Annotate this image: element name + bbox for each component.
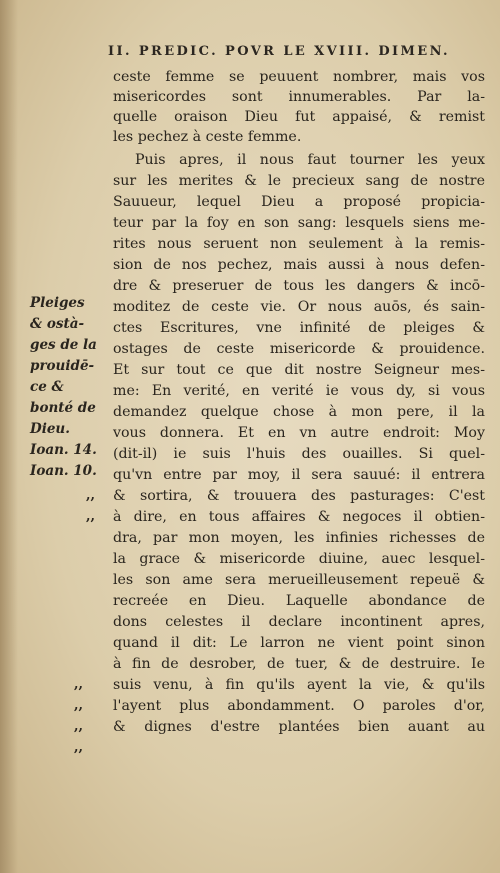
margin-note: ges de la — [30, 337, 97, 353]
margin-note: Pleiges — [30, 295, 85, 311]
text-line: teur par la foy en son sang: lesquels siens me- — [113, 215, 485, 231]
text-line: demandez quelque chose à mon pere, il la — [113, 404, 485, 420]
text-line: ostages de ceste misericorde & prouidence. — [113, 341, 485, 357]
text-line: me: En verité, en verité ie vous dy, si vous — [113, 383, 485, 399]
margin-note: & ostà- — [30, 316, 85, 332]
margin-note: ce & — [30, 379, 64, 395]
text-line: les pechez à ceste femme. — [113, 129, 302, 145]
text-line: qu'vn entre par moy, il sera sauué: il entrera — [113, 467, 485, 483]
quote-mark: ,, — [74, 698, 84, 713]
text-line: quelle oraison Dieu fut appaisé, & remist — [113, 109, 485, 125]
text-line: suis venu, à fin qu'ils ayent la vie, & qu'ils — [113, 677, 485, 693]
text-line: Puis apres, il nous faut tourner les yeux — [135, 152, 485, 168]
margin-note: Dieu. — [30, 421, 70, 437]
text-line: recreée en Dieu. Laquelle abondance de — [113, 593, 485, 609]
quote-mark: ,, — [74, 677, 84, 692]
text-line: sion de nos pechez, mais aussi à nous defen- — [113, 257, 485, 273]
text-line: moditez de ceste vie. Or nous auōs, és sain- — [113, 299, 485, 315]
text-line: ctes Escritures, vne infinité de pleiges & — [113, 320, 485, 336]
quote-mark: ,, — [86, 488, 96, 503]
text-line: dra, par mon moyen, les infinies richesses de — [113, 530, 485, 546]
text-line: & dignes d'estre plantées bien auant au — [113, 719, 485, 735]
quote-mark: ,, — [74, 740, 84, 755]
text-line: quand il dit: Le larron ne vient point sinon — [113, 635, 485, 651]
margin-note: Ioan. 14. — [30, 442, 97, 458]
text-line: rites nous seruent non seulement à la remis- — [113, 236, 485, 252]
text-line: Et sur tout ce que dit nostre Seigneur mes- — [113, 362, 485, 378]
text-line: Sauueur, lequel Dieu a proposé propicia- — [113, 194, 485, 210]
text-line: dons celestes il declare incontinent apres, — [113, 614, 485, 630]
quote-mark: ,, — [74, 719, 84, 734]
text-line: misericordes sont innumerables. Par la- — [113, 89, 485, 105]
quote-mark: ,, — [86, 509, 96, 524]
text-line: les son ame sera merueilleusement repeuë & — [113, 572, 485, 588]
text-line: sur les merites & le precieux sang de nostre — [113, 173, 485, 189]
text-line: à dire, en tous affaires & negoces il obtien- — [113, 509, 485, 525]
text-line: vous donnera. Et en vn autre endroit: Moy — [113, 425, 485, 441]
running-head: II. PREDIC. POVR LE XVIII. DIMEN. — [108, 44, 450, 59]
text-line: à fin de desrober, de tuer, & de destruire. Ie — [113, 656, 485, 672]
text-line: dre & preseruer de tous les dangers & incō- — [113, 278, 485, 294]
text-line: ceste femme se peuuent nombrer, mais vos — [113, 69, 485, 85]
text-line: (dit-il) ie suis l'huis des ouailles. Si quel- — [113, 446, 485, 462]
text-line: l'ayent plus abondamment. O paroles d'or, — [113, 698, 485, 714]
margin-note: Ioan. 10. — [30, 463, 97, 479]
text-line: & sortira, & trouuera des pasturages: C'est — [113, 488, 485, 504]
text-line: la grace & misericorde diuine, auec lesquel- — [113, 551, 485, 567]
margin-note: prouidē- — [30, 358, 95, 374]
margin-note: bonté de — [30, 400, 96, 416]
